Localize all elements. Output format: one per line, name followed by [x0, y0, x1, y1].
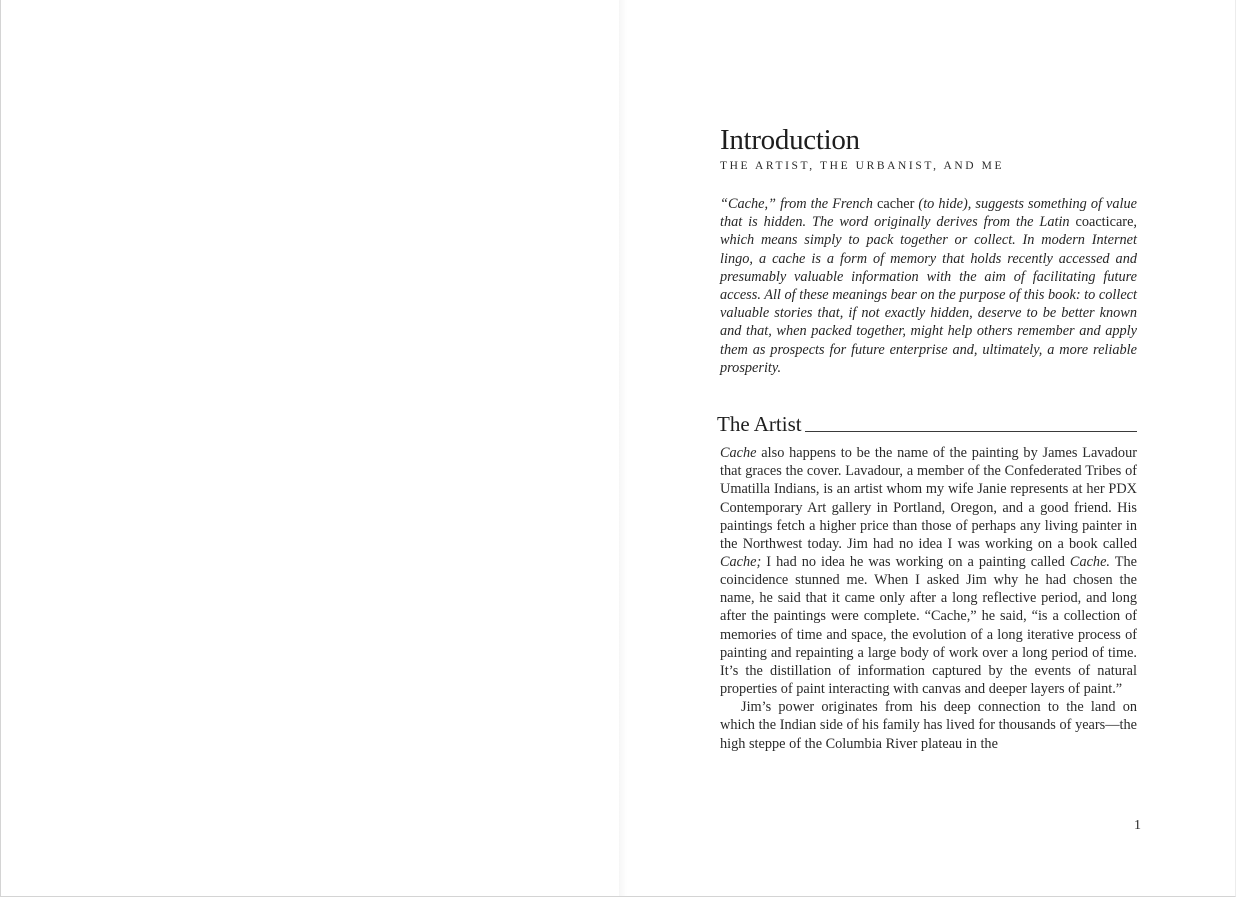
- italic-cache-2: Cache;: [720, 553, 762, 570]
- section-body: [720, 444, 1137, 753]
- body-paragraph-1: [720, 444, 1137, 698]
- epigraph-text-2: (to hide), suggests something of value that is hidden. The word originally derives from the Latin: [720, 196, 1137, 231]
- section-heading-rule: [805, 431, 1137, 432]
- left-page-blank: [2, 0, 620, 896]
- body-paragraph-2: Jim’s power originates from his deep connection to the land on which the Indian side of his family has lived for thousands of years—the high steppe of the Columbia River plateau in the: [720, 699, 1137, 752]
- epigraph-word-coacticare: coacticare: [1075, 214, 1134, 231]
- epigraph-text-3: , which means simply to pack together or collect. In modern Internet lingo, a cache is a form of memory that holds recently accessed and presumably valuable information with the aim of facilitating future access. All of these meanings bear on the purpose of this book: to collect valuable stories that, if not exactly hidden, deserve to be better known and that, when packed together, might help others remember and apply them as prospects for future enterprise and, ultimately, a more reliable prosperity.: [720, 214, 1137, 376]
- epigraph-text-1: “Cache,” from the French: [720, 196, 878, 212]
- body-paragraph-1-text-3: The coincidence stunned me. When I asked Jim why he had chosen the name, he said that it came only after a long reflective period, and long after the paintings were complete. “Cache,” he said, “is a collection of memories of time and space, the evolution of a long iterative process of painting and repainting a large body of work over a long period of time. It’s the distillation of information captured by the events of natural properties of paint interacting with canvas and deeper layers of paint.”: [720, 553, 1137, 698]
- section-heading-text: The Artist: [717, 412, 802, 437]
- section-heading: [717, 410, 1137, 437]
- chapter-title: Introduction: [720, 124, 860, 156]
- page-number: 1: [1134, 818, 1141, 833]
- body-paragraph-1-text-2: I had no idea he was working on a painting called: [761, 553, 1070, 570]
- right-page: [620, 0, 1237, 896]
- body-paragraph-1-text-1: also happens to be the name of the painting by James Lavadour that graces the cover. Lavadour, a member of the Confederated Tribes of Umatilla Indians, is an artist whom my wife Janie represents at her PDX Contemporary Art gallery in Portland, Oregon, and a good friend. His paintings fetch a higher price than those of perhaps any living painter in the Northwest today. Jim had no idea I was working on a book called: [720, 445, 1137, 552]
- page-text-block: [717, 124, 1137, 753]
- italic-cache-1: Cache: [720, 445, 757, 462]
- italic-cache-3: Cache.: [1069, 553, 1111, 570]
- epigraph-word-cacher: cacher: [877, 196, 915, 212]
- epigraph-paragraph: [720, 195, 1137, 377]
- chapter-subtitle: THE ARTIST, THE URBANIST, AND ME: [720, 160, 1005, 172]
